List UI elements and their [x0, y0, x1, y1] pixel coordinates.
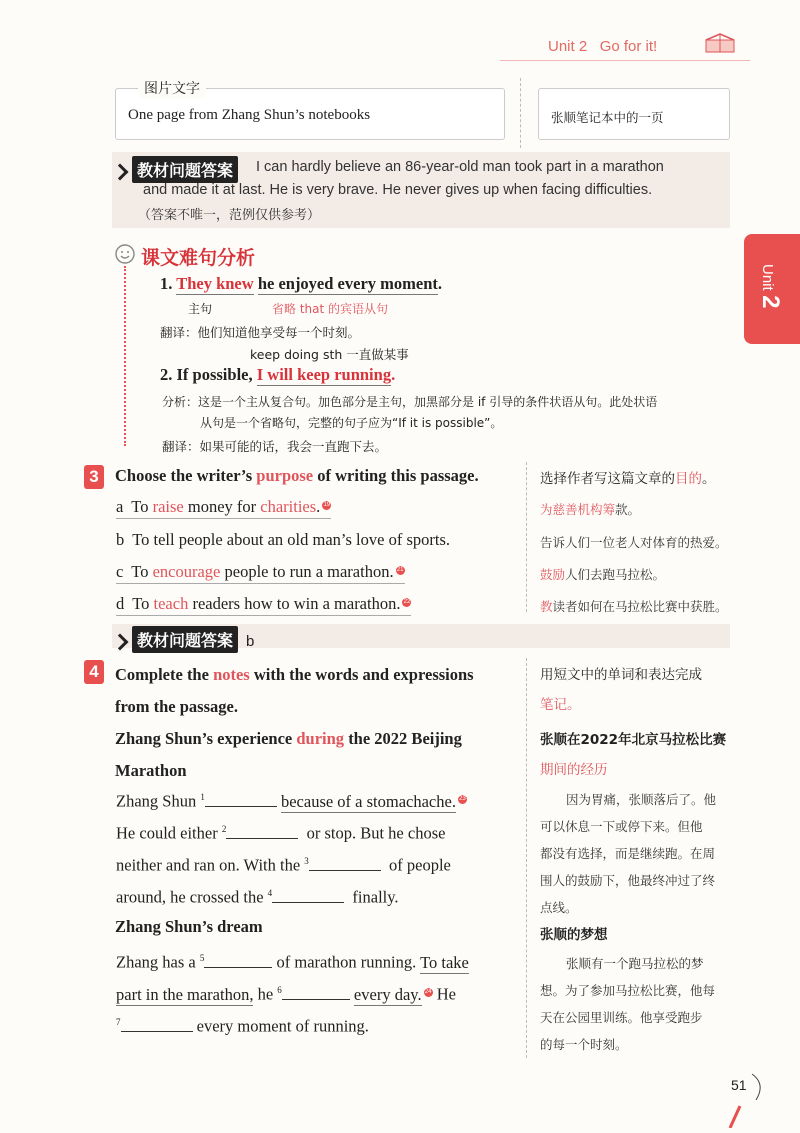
option-hl: charities — [260, 497, 317, 516]
q4-prompt-b: with the words and expressions — [253, 665, 474, 684]
option-text: To — [131, 497, 153, 516]
s1-object: he enjoyed every moment — [257, 274, 438, 293]
zh-rest: 读者如何在马拉松比赛中获胜。 — [552, 599, 728, 614]
blank-number: 3 — [304, 856, 309, 866]
blank-number: 5 — [199, 953, 205, 963]
answer-badge-1: 教材问题答案 — [132, 156, 238, 183]
text: around, he crossed the — [116, 887, 264, 907]
s2-clause: If possible — [176, 365, 249, 384]
sub1-b: the 2022 Beijing — [348, 729, 462, 748]
zh-line: 点线。 — [540, 900, 578, 915]
zh-sub1-b: 期间的经历 — [540, 762, 608, 778]
s1-label-object: 省略 that 的宾语从句 — [272, 302, 388, 316]
q4-prompt-c: from the passage. — [115, 697, 238, 716]
q4-p1-line1 — [116, 789, 467, 812]
sentence-2 — [160, 365, 395, 385]
text: of marathon running. — [276, 952, 417, 972]
sub1-hl: during — [296, 729, 345, 748]
zh-line: 围人的鼓励下，他最终冲过了终 — [540, 873, 716, 888]
note-marker: 22 — [403, 598, 411, 605]
blank-3-input[interactable] — [309, 853, 381, 871]
text: He — [436, 984, 456, 1004]
text: or stop. But he chose — [306, 823, 446, 843]
q4-subtitle-1 — [115, 723, 462, 787]
page-number: 51 — [731, 1077, 747, 1093]
q3-zh-prompt-a: 选择作者写这篇文章的 — [540, 471, 675, 487]
q3-zh-option-a — [540, 500, 640, 518]
s1-num: 1. — [160, 274, 173, 293]
option-hl: encourage — [152, 562, 221, 581]
blank-1-input[interactable] — [205, 789, 277, 807]
caption-chinese-box — [538, 88, 730, 140]
note-marker: 19 — [323, 501, 331, 508]
q4-prompt — [115, 659, 474, 723]
option-letter: c — [116, 562, 124, 581]
text: neither and ran on. With the — [116, 855, 301, 875]
blank-number: 6 — [277, 985, 282, 995]
sub1-a: Zhang Shun’s experience — [115, 729, 293, 748]
q3-answer: b — [246, 633, 255, 650]
chevron-right-icon — [112, 164, 129, 181]
answer-1-line1: I can hardly believe an 86-year-old man took part in a marathon — [256, 159, 664, 175]
q4-divider — [526, 658, 528, 1058]
option-text: readers how to win a marathon. — [188, 594, 401, 613]
q3-zh-prompt-hl: 目的 — [675, 471, 702, 487]
zh-rest: 款。 — [615, 502, 641, 517]
q4-zh-p1 — [540, 786, 730, 921]
blank-4-input[interactable] — [272, 885, 344, 903]
header-title: Go for it! — [599, 38, 658, 55]
zh-line: 可以休息一下或停下来。但他 — [540, 819, 703, 834]
text: because of a stomachache. — [280, 791, 456, 811]
q3-zh-option-d — [540, 597, 728, 615]
option-text: To — [131, 562, 153, 581]
note-marker: 24 — [424, 989, 432, 995]
q4-zh-p2 — [540, 950, 730, 1058]
s2-end: . — [391, 365, 396, 384]
analysis-title: 课文难句分析 — [141, 247, 256, 269]
text: every moment of running. — [196, 1016, 369, 1036]
q4-zh-subtitle-2: 张顺的梦想 — [540, 927, 608, 943]
q4-p1-line2 — [116, 821, 445, 844]
chevron-right-icon — [112, 634, 129, 651]
zh-hl: 教 — [540, 599, 553, 614]
q3-num-badge: 3 — [84, 465, 104, 489]
blank-7-input[interactable] — [121, 1014, 193, 1032]
blank-2-input[interactable] — [226, 821, 298, 839]
zh-line: 想。为了参加马拉松比赛，他每 — [540, 983, 716, 998]
text: He could either — [116, 823, 218, 843]
text: Zhang Shun — [116, 791, 197, 811]
q4-prompt-hl: notes — [213, 665, 250, 684]
zh-sub1-a: 张顺在2022年北京马拉松比赛 — [540, 732, 727, 748]
s1-end: . — [437, 274, 443, 293]
q4-zh-subtitle-1 — [540, 725, 726, 785]
s2-num: 2. — [160, 365, 173, 384]
option-hl: teach — [153, 594, 189, 613]
answer-2-header — [114, 626, 254, 653]
s1-label-subject: 主句 — [188, 302, 213, 316]
q4-subtitle-2: Zhang Shun’s dream — [115, 917, 263, 936]
answer-1-line2: and made it at last. He is very brave. He never gives up when facing difficulties. — [143, 182, 653, 198]
q4-zh-prompt-2: 笔记。 — [540, 697, 581, 713]
blank-5-input[interactable] — [204, 950, 272, 968]
q3-prompt-b: of writing this passage. — [317, 466, 479, 485]
q4-zh-prompt-1: 用短文中的单词和表达完成 — [540, 667, 702, 683]
page-corner-deco — [722, 1070, 772, 1128]
zh-hl: 鼓励 — [540, 567, 566, 582]
s2-analysis-1: 分析：这是一个主从复合句。加色部分是主句，加黑部分是 if 引导的条件状语从句。此处状语 — [162, 395, 658, 409]
zh-rest: 人们去跑马拉松。 — [565, 567, 666, 582]
q4-p2-line2 — [116, 982, 456, 1005]
q3-option-d[interactable] — [116, 594, 411, 616]
answer-badge-2: 教材问题答案 — [132, 626, 238, 653]
note-marker: 21 — [396, 566, 404, 573]
books-icon — [700, 30, 740, 56]
caption-chinese: 张顺笔记本中的一页 — [551, 110, 664, 125]
sub1-c: Marathon — [115, 761, 187, 780]
option-text: money for — [183, 497, 261, 516]
smile-icon — [114, 243, 136, 265]
q4-prompt-a: Complete the — [115, 665, 209, 684]
option-text: people to run a marathon. — [220, 562, 394, 581]
q3-prompt-hl: purpose — [256, 466, 314, 485]
text: every day. — [353, 984, 422, 1004]
caption-english: One page from Zhang Shun’s notebooks — [128, 107, 371, 123]
blank-6-input[interactable] — [282, 982, 350, 1000]
header-unit: Unit 2 — [548, 38, 588, 55]
analysis-vline — [124, 266, 127, 446]
caption-divider — [520, 78, 522, 148]
option-text: . — [316, 497, 321, 516]
q4-p1-line3 — [116, 853, 451, 876]
q3-prompt-a: Choose the writer’s — [115, 466, 253, 485]
zh-hl: 为慈善机构筹 — [540, 502, 616, 517]
q4-p2-line3 — [116, 1014, 369, 1037]
text: finally. — [352, 887, 399, 907]
unit-side-tab — [744, 234, 800, 344]
side-tab-number: 2 — [757, 295, 784, 309]
s1-translation: 翻译：他们知道他享受每一个时刻。 — [160, 325, 361, 340]
q3-zh-option-b — [540, 533, 728, 551]
q3-zh-option-c — [540, 565, 665, 583]
q3-divider — [526, 462, 528, 612]
q3-zh-prompt — [540, 467, 716, 487]
q3-option-b[interactable] — [116, 530, 450, 550]
q4-zh-prompt — [540, 660, 702, 720]
s1-subject: They knew — [176, 274, 254, 293]
blank-number: 2 — [221, 824, 227, 834]
text: To take — [420, 952, 469, 972]
q3-option-a[interactable] — [116, 497, 331, 519]
s2-analysis-2: 从句是一个省略句，完整的句子应为“If it is possible”。 — [200, 416, 503, 430]
option-text: To tell people about an old man’s love of sports. — [132, 530, 450, 549]
text: Zhang has a — [116, 952, 196, 972]
q3-number — [84, 465, 104, 489]
option-letter: b — [116, 530, 125, 549]
q4-number — [84, 660, 104, 684]
header-rule — [500, 60, 750, 61]
q3-prompt — [115, 466, 479, 486]
option-letter: d — [116, 594, 125, 613]
zh-line: 张顺有一个跑马拉松的梦 — [566, 956, 704, 971]
q3-zh-prompt-b: 。 — [702, 471, 716, 487]
s1-phrase: keep doing sth 一直做某事 — [250, 347, 409, 362]
text: of people — [389, 855, 451, 875]
text: he — [257, 984, 274, 1004]
option-hl: raise — [152, 497, 184, 516]
q3-option-c[interactable] — [116, 562, 405, 584]
blank-number: 1 — [200, 792, 205, 802]
note-marker: 23 — [459, 796, 466, 802]
answer-1-note: （答案不唯一，范例仅供参考） — [138, 208, 321, 223]
zh-line: 因为胃痛，张顺落后了。他 — [566, 792, 717, 807]
zh-rest: 告诉人们一位老人对体育的热爱。 — [540, 535, 728, 550]
side-tab-unit: Unit — [759, 264, 776, 291]
sentence-1 — [160, 274, 442, 294]
caption-label: 图片文字 — [138, 78, 206, 98]
text: part in the marathon, — [116, 984, 254, 1004]
s2-main: I will keep running — [256, 365, 392, 384]
zh-line: 都没有选择，而是继续跑。在周 — [540, 846, 716, 861]
answer-1-header — [114, 156, 238, 183]
option-text: To — [132, 594, 154, 613]
q4-num-badge: 4 — [84, 660, 104, 684]
blank-number: 7 — [116, 1017, 121, 1027]
q4-p1-line4 — [116, 885, 399, 908]
s2-translation: 翻译：如果可能的话，我会一直跑下去。 — [162, 439, 388, 454]
s2-comma: , — [248, 365, 253, 384]
zh-line: 天在公园里训练。他享受跑步 — [540, 1010, 703, 1025]
q4-p2-line1 — [116, 950, 469, 973]
option-letter: a — [116, 497, 124, 516]
running-header — [548, 38, 657, 55]
zh-line: 的每一个时刻。 — [540, 1037, 628, 1052]
blank-number: 4 — [267, 888, 273, 898]
